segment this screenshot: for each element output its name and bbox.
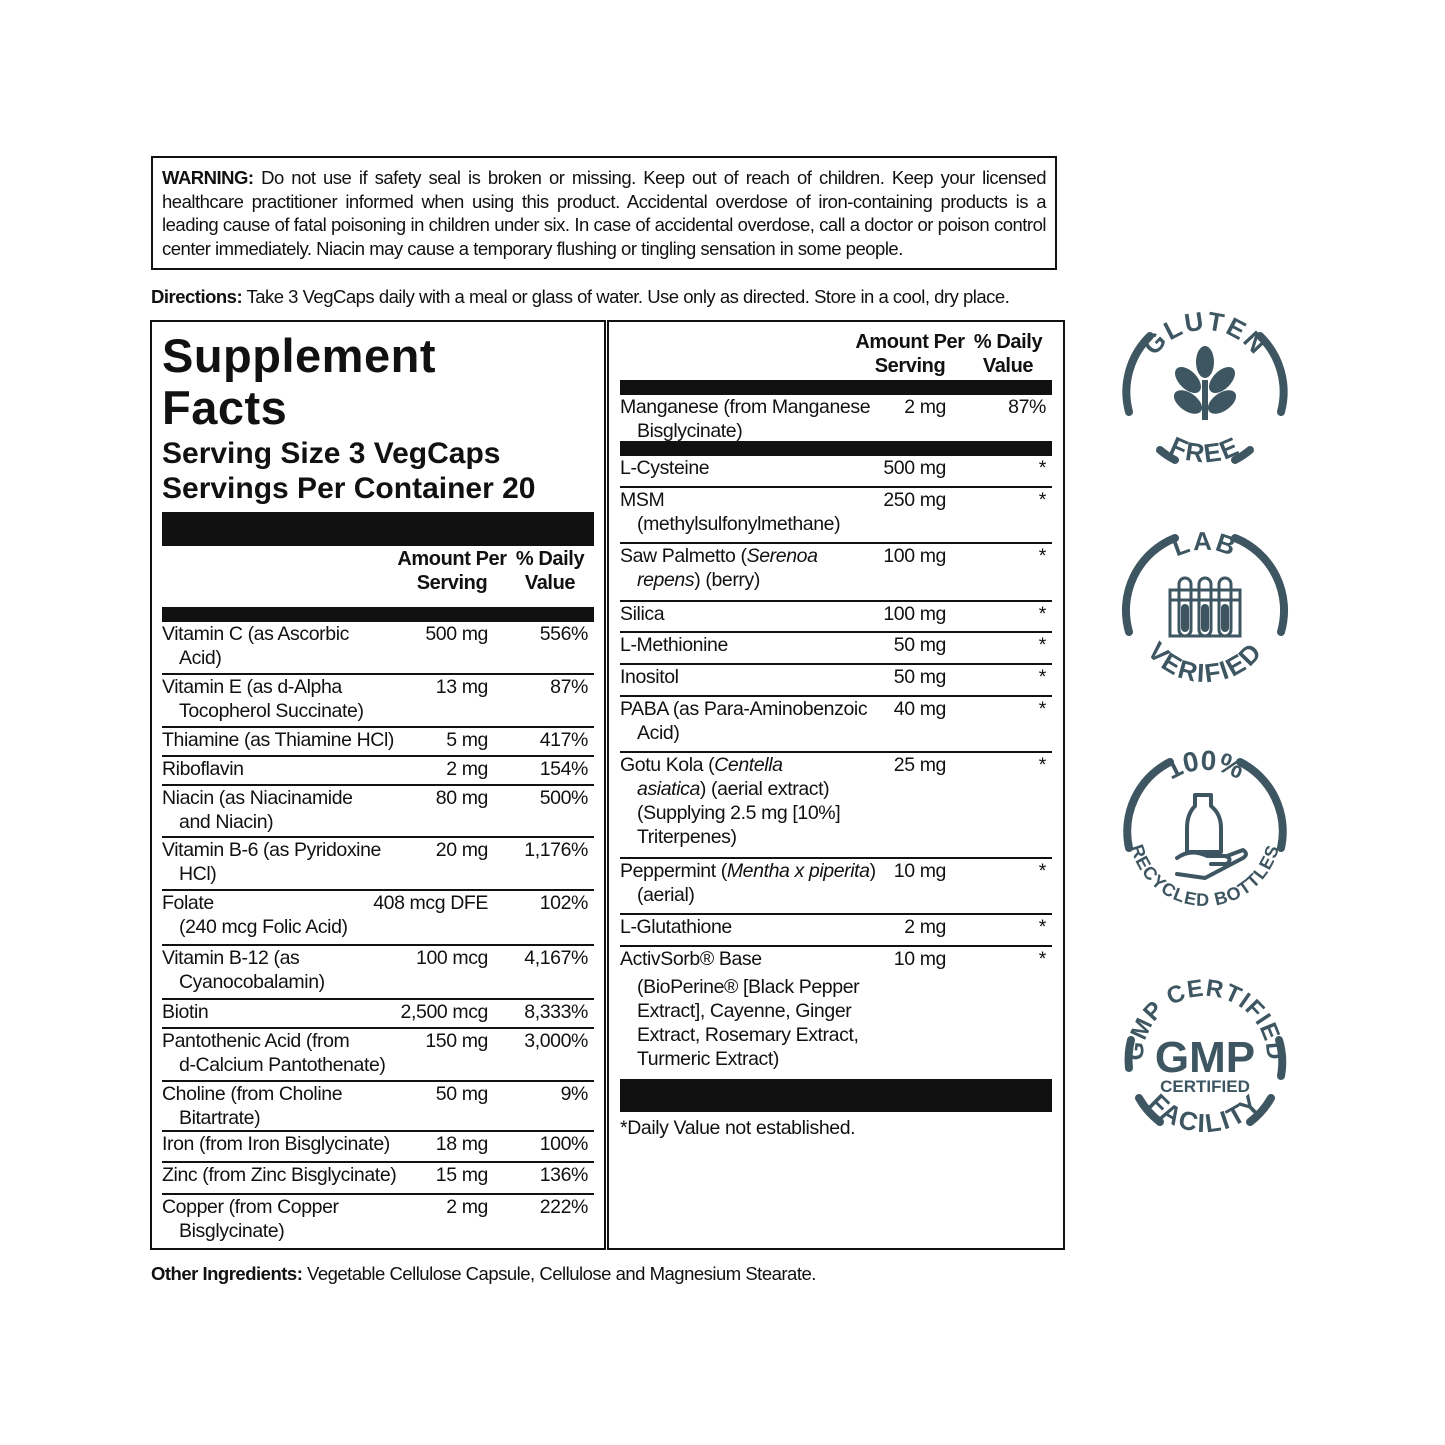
svg-text:FACILITY: FACILITY [1142,1087,1268,1139]
other-ingredients-text: Vegetable Cellulose Capsule, Cellulose and Magnesium Stearate. [307,1263,816,1284]
gmp-seal-icon [1115,968,1295,1148]
nutrient-row [620,697,1052,753]
nutrient-name: Iron (from Iron Bisglycinate) [162,1133,390,1155]
nutrient-name-cont: Triterpenes) [637,826,737,848]
facts-title-line1: Supplement [162,329,436,382]
nutrient-amount: 40 mg [893,698,946,720]
nutrient-amount: 500 mg [425,623,488,645]
nutrient-dv: 222% [539,1196,588,1218]
nutrient-amount: 50 mg [893,666,946,688]
nutrient-dv: * [1038,754,1046,776]
svg-text:CERTIFIED: CERTIFIED [1160,1077,1250,1096]
servings-per-container: Servings Per Container 20 [162,472,536,505]
panel-divider [604,320,609,1250]
nutrient-row [162,838,594,891]
nutrient-name-cont: repens) (berry) [637,569,760,591]
nutrient-amount: 408 mcg DFE [373,892,488,914]
nutrient-dv: * [1038,698,1046,720]
nutrient-name: Zinc (from Zinc Bisglycinate) [162,1164,397,1186]
nutrient-row [620,602,1052,633]
nutrient-name: Choline (from Choline [162,1083,343,1105]
nutrient-row [162,1000,594,1029]
nutrient-dv: * [1038,948,1046,970]
nutrient-row [620,488,1052,544]
nutrient-name: Manganese (from Manganese [620,396,871,418]
right-medium-rule [620,380,1052,395]
nutrient-name-cont: (methylsulfonylmethane) [637,513,841,535]
nutrient-amount: 50 mg [435,1083,488,1105]
nutrient-dv: * [1038,634,1046,656]
nutrient-row-gotu-kola [620,753,1052,859]
directions [151,286,1051,308]
nutrient-dv: 102% [539,892,588,914]
svg-text:RECYCLED BOTTLES: RECYCLED BOTTLES [1126,842,1284,911]
facts-left-column [162,330,594,1251]
nutrient-amount: 10 mg [893,948,946,970]
nutrient-name: Silica [620,603,665,625]
nutrient-name: Copper (from Copper [162,1196,339,1218]
nutrient-name-cont: (Supplying 2.5 mg [10%] [637,802,841,824]
right-thick-rule [620,1079,1052,1112]
nutrient-dv: 500% [539,787,588,809]
nutrient-amount: 100 mcg [416,947,488,969]
svg-text:FREE: FREE [1165,430,1245,469]
nutrient-name-cont: asiatica) (aerial extract) [637,778,830,800]
bottle-hand-icon [1115,740,1295,920]
nutrient-amount: 5 mg [446,729,488,751]
nutrient-name-cont: d-Calcium Pantothenate) [179,1054,386,1076]
header-dv-line1: % Daily [515,548,585,570]
nutrient-name-cont: Bisglycinate) [637,420,743,442]
nutrient-name: Peppermint (Mentha x piperita) [620,860,876,882]
gmp-certified-badge [1115,968,1295,1148]
nutrient-row-activsorb [620,947,1052,1079]
nutrient-row [620,633,1052,665]
nutrient-dv: 4,167% [524,947,588,969]
svg-text:100%: 100% [1159,744,1249,786]
nutrient-name: Vitamin E (as d-Alpha [162,676,342,698]
nutrient-amount: 13 mg [435,676,488,698]
nutrient-name: L-Methionine [620,634,728,656]
nutrient-dv: 1,176% [524,839,588,861]
nutrient-amount: 2,500 mcg [400,1001,488,1023]
svg-text:GMP: GMP [1154,1033,1256,1082]
nutrient-row [620,456,1052,488]
nutrient-amount: 20 mg [435,839,488,861]
header-dv-line2: Value [524,572,576,594]
nutrient-row [620,544,1052,602]
thick-rule [162,512,594,546]
nutrient-name-cont: Turmeric Extract) [637,1048,779,1070]
directions-text: Take 3 VegCaps daily with a meal or glass of water. Use only as directed. Store in a cool, dry place. [246,286,1010,307]
nutrient-row [162,786,594,838]
nutrient-name: MSM [620,489,665,511]
nutrient-amount: 2 mg [446,758,488,780]
nutrient-dv: * [1038,860,1046,882]
lab-verified-badge [1115,520,1295,700]
nutrient-amount: 500 mg [883,457,946,479]
nutrient-row [162,622,594,675]
nutrient-name: Inositol [620,666,679,688]
nutrient-amount: 250 mg [883,489,946,511]
nutrient-amount: 25 mg [893,754,946,776]
svg-text:VERIFIED: VERIFIED [1141,635,1269,689]
nutrient-name: L-Glutathione [620,916,732,938]
other-ingredients [151,1263,1051,1285]
nutrient-name: Pantothenic Acid (from [162,1030,350,1052]
warning-box [151,156,1057,270]
nutrient-dv: 417% [539,729,588,751]
svg-text:GLUTEN: GLUTEN [1136,305,1274,361]
nutrient-row [162,1195,594,1251]
nutrient-name: Gotu Kola (Centella [620,754,783,776]
warning-label: WARNING: [162,167,254,188]
right-column-header [620,330,1052,380]
nutrient-dv: * [1038,603,1046,625]
nutrient-name-cont: HCl) [179,863,217,885]
nutrient-amount: 80 mg [435,787,488,809]
nutrient-dv: 9% [560,1083,588,1105]
nutrient-row-peppermint [620,859,1052,915]
right-header-amount-line1: Amount Per [855,331,965,353]
nutrient-name-cont: Tocopherol Succinate) [179,700,364,722]
nutrient-name-cont: Bisglycinate) [179,1220,285,1242]
nutrient-name: Biotin [162,1001,209,1023]
nutrient-dv: * [1038,489,1046,511]
header-amount-line2: Serving [416,572,488,594]
nutrient-name-cont: Acid) [637,722,680,744]
nutrient-name-cont: (240 mcg Folic Acid) [179,916,348,938]
nutrient-row [162,891,594,946]
column-header [162,547,594,607]
nutrient-name: Niacin (as Niacinamide [162,787,353,809]
nutrient-row-manganese [620,395,1052,441]
nutrient-name-cont: Extract], Cayenne, Ginger [637,1000,852,1022]
right-header-dv-line1: % Daily [973,331,1043,353]
nutrient-amount: 18 mg [435,1133,488,1155]
nutrient-amount: 100 mg [883,603,946,625]
nutrient-amount: 10 mg [893,860,946,882]
gluten-free-badge [1115,300,1295,480]
recycled-bottles-badge [1115,740,1295,920]
right-header-dv-line2: Value [982,355,1034,377]
nutrient-name: Folate [162,892,214,914]
nutrient-dv: 87% [550,676,588,698]
nutrient-dv: * [1038,457,1046,479]
nutrient-name: Vitamin B-6 (as Pyridoxine [162,839,382,861]
nutrient-amount: 2 mg [904,396,946,418]
nutrient-name: L-Cysteine [620,457,710,479]
nutrient-name-cont: Extract, Rosemary Extract, [637,1024,859,1046]
serving-size: Serving Size 3 VegCaps [162,437,501,470]
nutrient-dv: 87% [1008,396,1046,418]
nutrient-amount: 50 mg [893,634,946,656]
nutrient-name: Thiamine (as Thiamine HCl) [162,729,394,751]
nutrient-row [162,1163,594,1195]
warning-body: Do not use if safety seal is broken or missing. Keep out of reach of children. Keep your licensed healthcare practitioner informed when using this product. Accidental overdose of iron-containing products is a leading cause of fatal poisoning in children under six. In case of accidental overdose, call a doctor or poison control center immediately. Niacin may cause a temporary flushing or tingling sensation in some people. [162,167,1046,259]
wheat-icon [1115,300,1295,480]
nutrient-row [162,1082,594,1132]
nutrient-dv: 136% [539,1164,588,1186]
nutrient-row [162,757,594,786]
other-ingredients-label: Other Ingredients: [151,1263,303,1284]
nutrient-name: Riboflavin [162,758,244,780]
nutrient-dv: 154% [539,758,588,780]
nutrient-dv: 100% [539,1133,588,1155]
nutrient-name-cont: Bitartrate) [179,1107,261,1129]
right-nutrient-list [620,456,1052,753]
facts-title [162,330,594,434]
nutrient-name: PABA (as Para-Aminobenzoic [620,698,868,720]
left-nutrient-list [162,622,594,1251]
nutrient-row [162,675,594,728]
nutrient-dv: * [1038,545,1046,567]
nutrient-amount: 150 mg [425,1030,488,1052]
nutrient-row [162,728,594,757]
right-medium-rule-2 [620,441,1052,456]
svg-text:GMP CERTIFIED: GMP CERTIFIED [1121,974,1289,1062]
warning-text [162,166,1046,260]
facts-title-line2: Facts [162,381,288,434]
svg-text:LAB: LAB [1168,525,1242,563]
right-header-amount-line2: Serving [874,355,946,377]
nutrient-name-cont: (aerial) [637,884,695,906]
nutrient-dv: 3,000% [524,1030,588,1052]
nutrient-name-cont: Acid) [179,647,222,669]
nutrient-dv: 556% [539,623,588,645]
nutrient-name: Saw Palmetto (Serenoa [620,545,818,567]
nutrient-amount: 15 mg [435,1164,488,1186]
nutrient-amount: 2 mg [446,1196,488,1218]
nutrient-row [162,946,594,1000]
nutrient-dv: 8,333% [524,1001,588,1023]
nutrient-name-cont: and Niacin) [179,811,274,833]
facts-right-column [620,330,1052,1140]
nutrient-row [162,1029,594,1082]
footnote: *Daily Value not established. [620,1117,856,1139]
directions-label: Directions: [151,286,243,307]
nutrient-row [620,665,1052,697]
nutrient-amount: 2 mg [904,916,946,938]
medium-rule [162,607,594,622]
nutrient-row-glutathione [620,915,1052,947]
nutrient-dv: * [1038,916,1046,938]
nutrient-name: Vitamin C (as Ascorbic [162,623,349,645]
nutrient-amount: 100 mg [883,545,946,567]
test-tubes-icon [1115,520,1295,700]
nutrient-name-cont: Cyanocobalamin) [179,971,325,993]
nutrient-dv: * [1038,666,1046,688]
nutrient-name: Vitamin B-12 (as [162,947,300,969]
nutrient-row [162,1132,594,1163]
nutrient-name: ActivSorb® Base [620,948,762,970]
header-amount-line1: Amount Per [397,548,507,570]
nutrient-name-cont: (BioPerine® [Black Pepper [637,976,860,998]
